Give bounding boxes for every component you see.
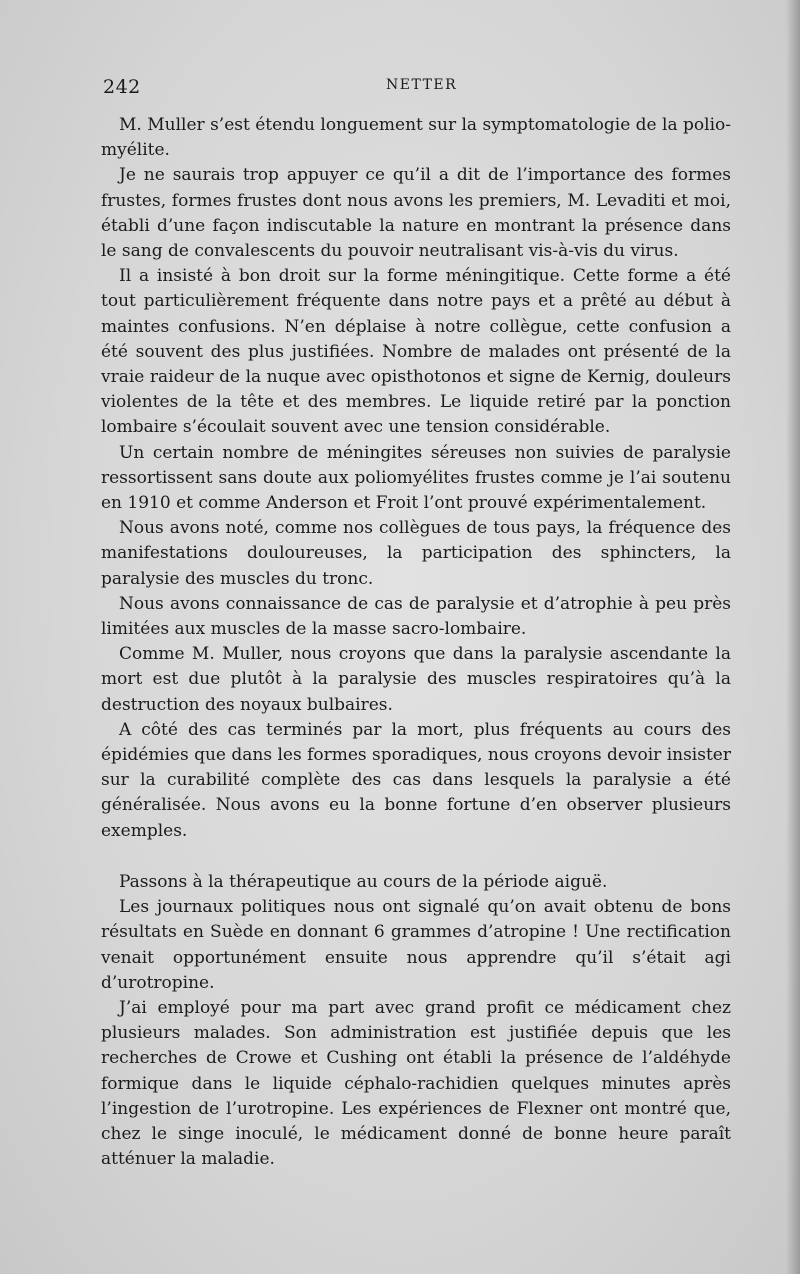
paragraph-1: M. Muller s’est étendu longuement sur la symptomatologie de la polio-myélite.	[101, 115, 731, 161]
paragraph-10: Les journaux politiques nous ont signalé qu’on avait obtenu de bons résultats en Suède en donnant 6 grammes d’atropine ! Une rectification venait opportunément ensuite nous apprendre qu’il s’était agi d’urotropine.	[101, 897, 731, 993]
paragraph-9: Passons à la thérapeutique au cours de la période aiguë.	[119, 871, 608, 892]
paragraph-5: Nous avons noté, comme nos collègues de tous pays, la fréquence des manifestations douloureuses, la participation des sphincters, la paralysie des muscles du tronc.	[101, 518, 731, 589]
running-head: NETTER	[386, 77, 458, 93]
paragraph-4: Un certain nombre de méningites séreuses non suivies de paralysie ressortissent sans doute aux poliomyélites frustes comme je l’ai soutenu en 1910 et comme Anderson et Froit l’ont prouvé expérimentalement.	[101, 442, 731, 514]
paragraph-8: A côté des cas terminés par la mort, plus fréquents au cours des épidémies que dans les formes sporadiques, nous croyons devoir insister sur la curabilité complète des cas dans lesquels la paralysie a été généralisée. Nous avons eu la bonne fortune d’en observer plusieurs exemples.	[101, 719, 731, 841]
paragraph-7: Comme M. Muller, nous croyons que dans la paralysie ascendante la mort est due plutôt à la paralysie des muscles respiratoires qu’à la destruction des noyaux bulbaires.	[101, 644, 731, 715]
page-edge-shadow	[786, 0, 800, 1274]
paragraph-6: Nous avons connaissance de cas de paralysie et d’atrophie à peu près limitées aux muscles de la masse sacro-lombaire.	[101, 593, 731, 640]
paragraph-3: Il a insisté à bon droit sur la forme méningitique. Cette forme a été tout particulièrement fréquente dans notre pays et a prêté au début à maintes confusions. N’en déplaise à notre collègue, cette confusion a été souvent des plus justifiées. Nombre de malades ont présenté de la vraie raideur de la nuque avec opisthotonos et signe de Kernig, douleurs violentes de la tête et des membres. Le liquide retiré par la ponction lombaire s’écoulait souvent avec une tension considérable.	[101, 266, 731, 438]
paragraph-11: J’ai employé pour ma part avec grand profit ce médicament chez plusieurs malades. Son administration est justifiée depuis que les recherches de Crowe et Cushing ont établi la présence de l’aldéhyde formique dans le liquide céphalo-rachidien quelques minutes après l’ingestion de l’urotropine. Les expériences de Flexner ont montré que, chez le singe inoculé, le médicament donné de bonne heure paraît atténuer la maladie.	[101, 997, 731, 1170]
paragraph-2: Je ne saurais trop appuyer ce qu’il a dit de l’importance des formes frustes, formes frustes dont nous avons les premiers, M. Levaditi et moi, établi d’une façon indiscutable la nature en montrant la présence dans le sang de convalescents du pouvoir neutralisant vis-à-vis du virus.	[101, 165, 731, 262]
body-text	[101, 113, 731, 1172]
page-number: 242	[103, 76, 141, 98]
page-header	[103, 76, 733, 102]
